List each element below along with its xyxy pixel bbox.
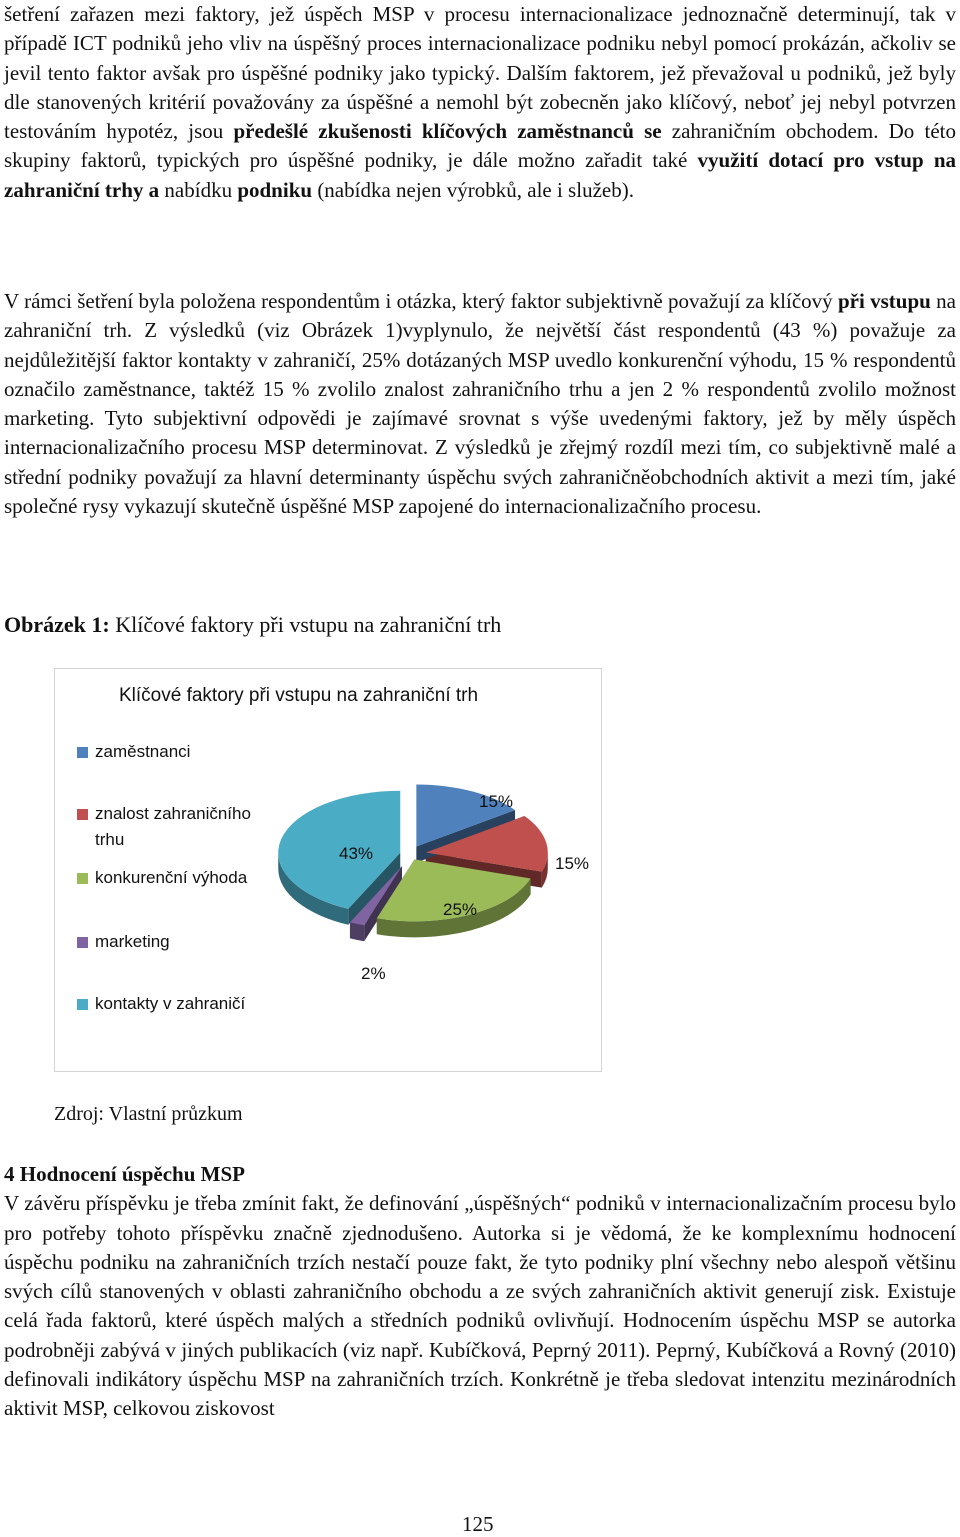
section-heading: 4 Hodnocení úspěchu MSP xyxy=(4,1162,245,1186)
section-4-paragraph: V závěru příspěvku je třeba zmínit fakt, že definování „úspěšných“ podniků v internacionalizačním procesu bylo pro potřeby tohoto příspěvku značně zjednodušeno. Autorka si je vědomá, že ke komplexnímu hodnocení úspěchu podniku na zahraničních trzích nestačí pouze fakt, že tyto podniky plní všechny nebo alespoň většinu svých cílů stanovených v oblasti zahraničního obchodu a ze svých zahraničních aktivit generují zisk. Existuje celá řada faktorů, které úspěch malých a středních podniků ovlivňují. Hodnocením úspěchu MSP se autorka podrobněji zabývá v jiných publikacích (viz např. Kubíčková, Peprný 2011). Peprný, Kubíčková a Rovný (2010) definovali indikátory úspěchu MSP na zahraničních trzích. Konkrétně je třeba sledovat intenzitu mezinárodních aktivit MSP, celkovou ziskovost xyxy=(4,1191,956,1421)
legend-label: zaměstnanci xyxy=(95,742,191,761)
paragraph-2-text-a: V rámci šetření byla položena respondentům i otázka, který faktor subjektivně považují za klíčový xyxy=(4,289,838,313)
legend-label: kontakty v zahraničí xyxy=(95,994,246,1013)
figure-source: Zdroj: Vlastní průzkum xyxy=(54,1103,243,1125)
paragraph-1 xyxy=(4,0,956,205)
pie-data-label: 43% xyxy=(339,844,374,863)
paragraph-2 xyxy=(4,287,956,521)
figure-caption-text: Klíčové faktory při vstupu na zahraniční trh xyxy=(109,612,502,637)
pie-data-label: 15% xyxy=(479,792,514,811)
paragraph-2-bold-a: při vstupu xyxy=(837,289,931,313)
figure-label: Obrázek 1: xyxy=(4,612,110,637)
pie-data-label: 15% xyxy=(555,854,590,873)
paragraph-1-text-d: (nabídka nejen výrobků, ale i služeb). xyxy=(312,177,634,202)
paragraph-1-bold-a: předešlé zkušenosti klíčových zaměstnanců se xyxy=(233,119,662,144)
page-number: 125 xyxy=(462,1512,494,1536)
paragraph-1-bold-b: využití dotací pro vstup na zahraniční trhy a xyxy=(4,148,956,202)
pie-chart xyxy=(54,668,602,1072)
paragraph-2-text-b: na zahraniční trh. Z výsledků (viz Obrázek 1)vyplynulo, že největší část respondentů (43 %) považuje za nejdůležitější faktor kontakty v zahraničí, 25% dotázaných MSP uvedlo konkurenční výhodu, 15 % respondentů označilo zaměstnance, taktéž 15 % zvolilo znalost zahraničního trhu a jen 2 % respondentů zvolilo možnost marketing. Tyto subjektivní odpovědi je zajímavé srovnat s výše uvedenými faktory, jež by měly úspěch internacionalizačního procesu MSP determinovat. Z výsledků je zřejmý rozdíl mezi tím, co subjektivně malé a střední podniky považují za hlavní determinanty úspěchu svých zahraničněobchodních aktivit a mezi tím, jaké společné rysy vykazují skutečně úspěšné MSP zapojené do internacionalizačního procesu. xyxy=(4,289,956,519)
section-4 xyxy=(4,1160,956,1424)
paragraph-1-text-b: zahraničním obchodem. Do této skupiny faktorů, typických pro úspěšné podniky, je dále možno zařadit také xyxy=(4,119,956,173)
paragraph-1-text-a: šetření zařazen mezi faktory, jež úspěch MSP v procesu internacionalizace jednoznačně determinují, tak v případě ICT podniků jeho vliv na úspěšný proces internacionalizace podniku nebyl pomocí prokázán, ačkoliv se jevil tento faktor avšak pro úspěšné podniky jako typický. Dalším faktorem, jež převažoval u podniků, jež byly dle stanovených kritérií považovány za úspěšné a nemohl být zobecněn jako klíčový, neboť jej nebyl potvrzen testováním hypotéz, jsou xyxy=(4,2,956,144)
legend-label: konkurenční výhoda xyxy=(95,868,248,887)
legend-label: znalost zahraničního trhu xyxy=(95,804,251,849)
paragraph-1-text-c: nabídku xyxy=(159,177,238,202)
pie-slice-side xyxy=(350,922,364,941)
paragraph-1-bold-c: podniku xyxy=(237,177,313,202)
pie-plot xyxy=(55,669,601,1071)
chart-title: Klíčové faktory při vstupu na zahraniční trh xyxy=(119,685,479,706)
figure-caption xyxy=(4,612,501,638)
legend-label: marketing xyxy=(95,932,170,951)
pie-data-label: 25% xyxy=(443,900,478,919)
pie-data-label: 2% xyxy=(361,964,386,983)
